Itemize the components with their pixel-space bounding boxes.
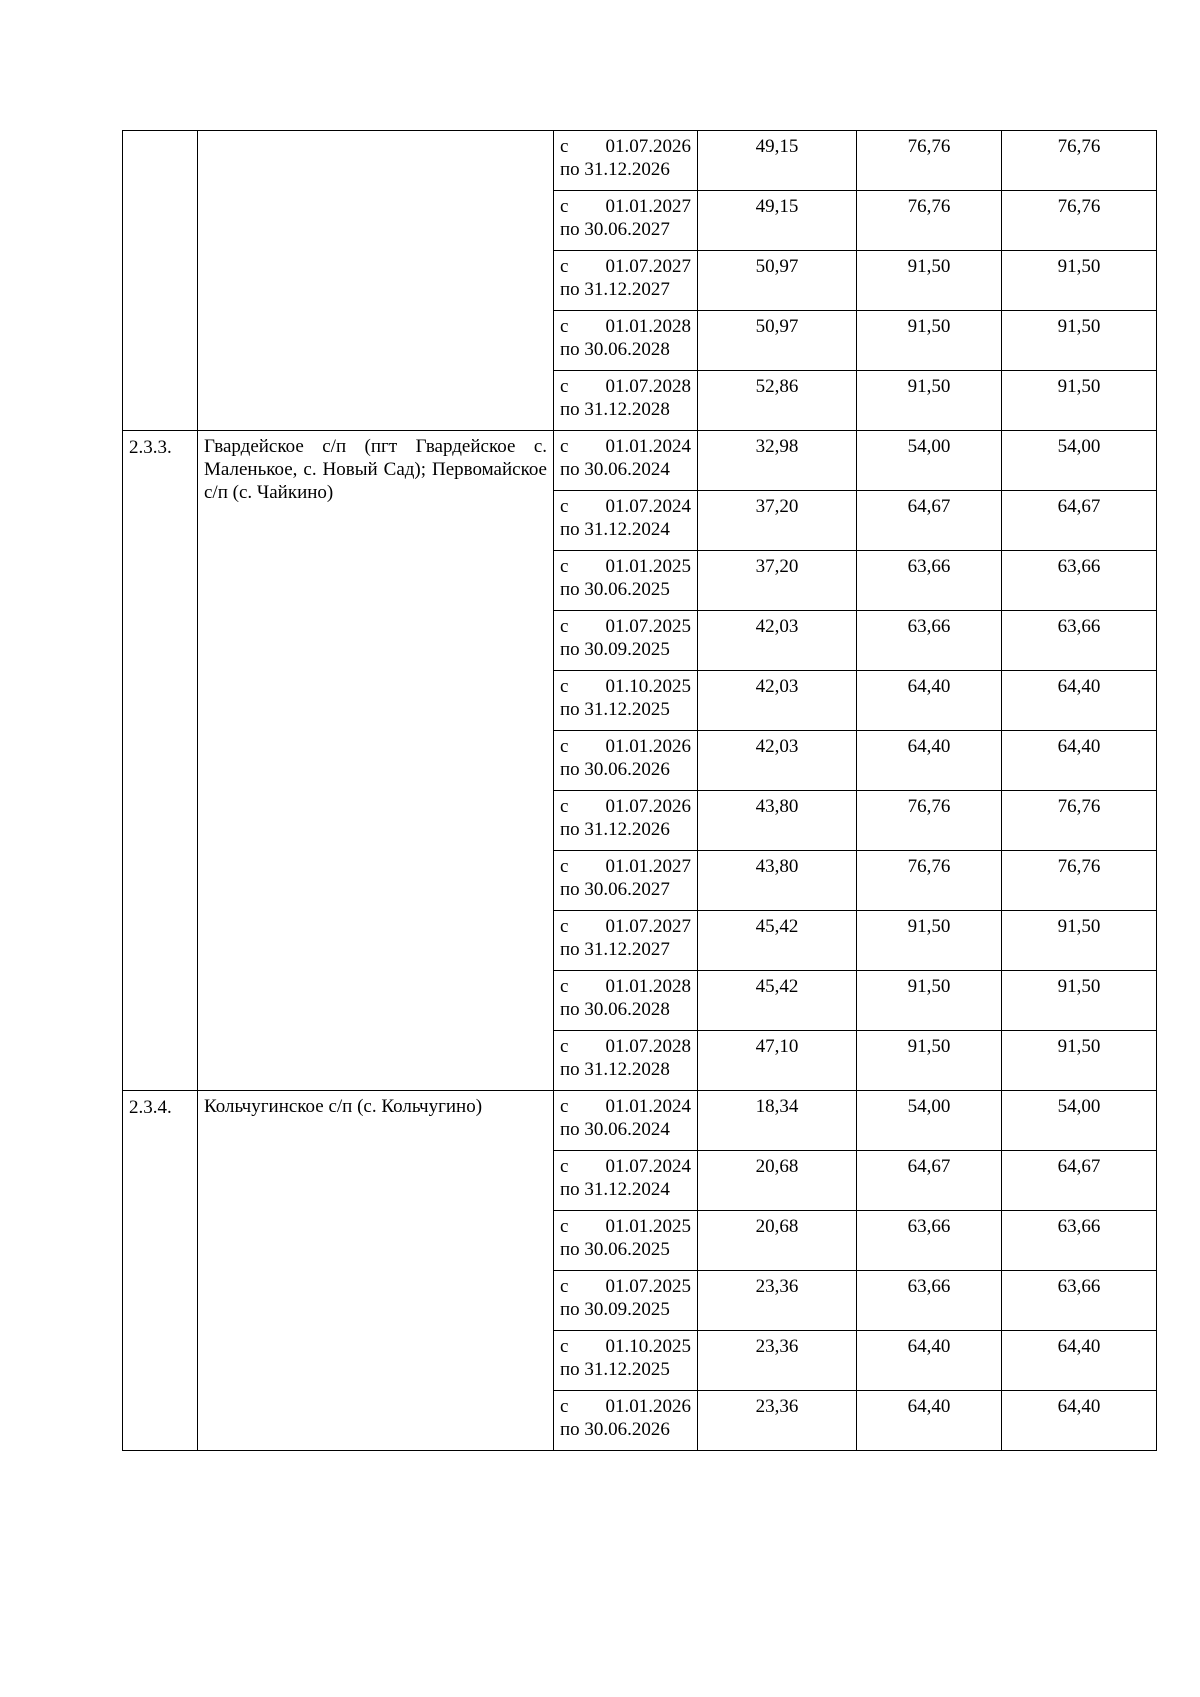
period-from-word: с [560, 1276, 569, 1297]
period-to: по 31.12.2026 [560, 819, 670, 840]
period-from-word: с [560, 136, 569, 157]
period-from-date: 01.01.2024 [605, 1096, 691, 1117]
period-cell [554, 611, 698, 671]
period-to: по 31.12.2025 [560, 1359, 670, 1380]
period-cell [554, 131, 698, 191]
period-from-date: 01.07.2027 [605, 916, 691, 937]
tariff-table [122, 130, 1157, 1451]
settlement-name-cell: Кольчугинское с/п (с. Кольчугино) [198, 1091, 554, 1451]
period-from [560, 1335, 691, 1358]
period-from-word: с [560, 556, 569, 577]
period-cell [554, 1091, 698, 1151]
tariff-value-1: 49,15 [698, 131, 857, 191]
tariff-value-2: 64,67 [857, 1151, 1002, 1211]
period-from-date: 01.10.2025 [605, 676, 691, 697]
period-from-date: 01.01.2026 [605, 1396, 691, 1417]
period-from-word: с [560, 316, 569, 337]
period-to: по 30.06.2026 [560, 1419, 670, 1440]
row-code-cell: 2.3.3. [123, 431, 198, 1091]
tariff-value-1: 20,68 [698, 1211, 857, 1271]
period-from-word: с [560, 1396, 569, 1417]
period-to: по 31.12.2024 [560, 519, 670, 540]
tariff-value-2: 76,76 [857, 131, 1002, 191]
period-from-word: с [560, 376, 569, 397]
tariff-value-2: 76,76 [857, 191, 1002, 251]
period-cell [554, 731, 698, 791]
period-cell [554, 191, 698, 251]
period-from-date: 01.01.2025 [605, 1216, 691, 1237]
tariff-value-1: 50,97 [698, 251, 857, 311]
tariff-value-1: 45,42 [698, 971, 857, 1031]
table-row [123, 131, 1157, 191]
period-from [560, 795, 691, 818]
period-from-word: с [560, 736, 569, 757]
tariff-value-2: 63,66 [857, 1271, 1002, 1331]
period-to: по 31.12.2028 [560, 1059, 670, 1080]
tariff-value-2: 64,67 [857, 491, 1002, 551]
period-from-date: 01.07.2025 [605, 616, 691, 637]
period-from [560, 975, 691, 998]
period-from [560, 1095, 691, 1118]
tariff-value-1: 43,80 [698, 791, 857, 851]
tariff-value-1: 50,97 [698, 311, 857, 371]
tariff-value-3: 63,66 [1002, 1271, 1157, 1331]
period-cell [554, 251, 698, 311]
period-from [560, 1395, 691, 1418]
period-from-date: 01.07.2027 [605, 256, 691, 277]
period-from-word: с [560, 916, 569, 937]
period-from-date: 01.10.2025 [605, 1336, 691, 1357]
tariff-value-2: 54,00 [857, 431, 1002, 491]
table-row [123, 431, 1157, 491]
period-from-date: 01.07.2026 [605, 796, 691, 817]
tariff-value-3: 76,76 [1002, 851, 1157, 911]
period-from-word: с [560, 976, 569, 997]
tariff-value-3: 54,00 [1002, 431, 1157, 491]
period-from [560, 375, 691, 398]
tariff-value-1: 37,20 [698, 551, 857, 611]
period-from [560, 315, 691, 338]
tariff-value-3: 76,76 [1002, 131, 1157, 191]
tariff-value-3: 64,40 [1002, 1331, 1157, 1391]
tariff-value-1: 52,86 [698, 371, 857, 431]
row-code-cell: 2.3.4. [123, 1091, 198, 1451]
tariff-value-3: 64,40 [1002, 671, 1157, 731]
period-from-date: 01.07.2028 [605, 376, 691, 397]
tariff-value-3: 64,67 [1002, 1151, 1157, 1211]
tariff-value-2: 64,40 [857, 731, 1002, 791]
period-from-word: с [560, 1216, 569, 1237]
period-from-word: с [560, 196, 569, 217]
tariff-value-2: 91,50 [857, 911, 1002, 971]
period-cell [554, 791, 698, 851]
tariff-value-3: 91,50 [1002, 911, 1157, 971]
tariff-value-2: 91,50 [857, 371, 1002, 431]
period-from [560, 1215, 691, 1238]
period-from-date: 01.07.2026 [605, 136, 691, 157]
period-from [560, 135, 691, 158]
period-from-date: 01.07.2024 [605, 496, 691, 517]
tariff-value-3: 64,40 [1002, 731, 1157, 791]
tariff-value-1: 47,10 [698, 1031, 857, 1091]
tariff-value-3: 91,50 [1002, 1031, 1157, 1091]
tariff-value-3: 54,00 [1002, 1091, 1157, 1151]
period-from [560, 255, 691, 278]
period-cell [554, 431, 698, 491]
tariff-value-1: 18,34 [698, 1091, 857, 1151]
period-to: по 31.12.2027 [560, 279, 670, 300]
period-from [560, 615, 691, 638]
period-to: по 30.06.2025 [560, 1239, 670, 1260]
tariff-value-2: 91,50 [857, 971, 1002, 1031]
tariff-value-1: 42,03 [698, 611, 857, 671]
period-to: по 31.12.2025 [560, 699, 670, 720]
tariff-value-3: 91,50 [1002, 371, 1157, 431]
period-from-word: с [560, 676, 569, 697]
period-cell [554, 851, 698, 911]
tariff-value-1: 45,42 [698, 911, 857, 971]
tariff-value-3: 91,50 [1002, 311, 1157, 371]
tariff-value-2: 63,66 [857, 551, 1002, 611]
period-to: по 30.06.2027 [560, 879, 670, 900]
tariff-value-2: 64,40 [857, 1331, 1002, 1391]
tariff-value-2: 91,50 [857, 1031, 1002, 1091]
table-row [123, 1091, 1157, 1151]
period-to: по 31.12.2026 [560, 159, 670, 180]
tariff-value-3: 76,76 [1002, 791, 1157, 851]
settlement-name-cell [198, 131, 554, 431]
period-to: по 30.09.2025 [560, 1299, 670, 1320]
tariff-value-3: 64,67 [1002, 491, 1157, 551]
period-from-word: с [560, 1336, 569, 1357]
tariff-value-1: 37,20 [698, 491, 857, 551]
period-from-word: с [560, 1096, 569, 1117]
period-cell [554, 971, 698, 1031]
tariff-value-1: 23,36 [698, 1391, 857, 1451]
period-from-date: 01.01.2027 [605, 856, 691, 877]
period-to: по 30.06.2027 [560, 219, 670, 240]
period-from [560, 435, 691, 458]
tariff-value-3: 76,76 [1002, 191, 1157, 251]
row-code-cell [123, 131, 198, 431]
period-from-date: 01.07.2028 [605, 1036, 691, 1057]
tariff-value-1: 23,36 [698, 1271, 857, 1331]
tariff-value-3: 63,66 [1002, 1211, 1157, 1271]
period-to: по 30.06.2028 [560, 339, 670, 360]
period-from-word: с [560, 496, 569, 517]
tariff-value-1: 32,98 [698, 431, 857, 491]
tariff-value-3: 63,66 [1002, 551, 1157, 611]
period-to: по 31.12.2027 [560, 939, 670, 960]
period-from [560, 735, 691, 758]
tariff-value-2: 76,76 [857, 851, 1002, 911]
period-to: по 30.06.2026 [560, 759, 670, 780]
tariff-value-1: 42,03 [698, 671, 857, 731]
period-from [560, 1275, 691, 1298]
tariff-table-body [123, 131, 1157, 1451]
period-from-date: 01.01.2025 [605, 556, 691, 577]
period-cell [554, 1031, 698, 1091]
period-from-date: 01.01.2027 [605, 196, 691, 217]
tariff-value-2: 64,40 [857, 1391, 1002, 1451]
period-from [560, 495, 691, 518]
period-to: по 30.06.2028 [560, 999, 670, 1020]
tariff-value-1: 43,80 [698, 851, 857, 911]
period-from-word: с [560, 1036, 569, 1057]
period-from [560, 855, 691, 878]
period-cell [554, 551, 698, 611]
period-to: по 30.06.2025 [560, 579, 670, 600]
period-from [560, 1035, 691, 1058]
period-from [560, 195, 691, 218]
period-from-word: с [560, 796, 569, 817]
period-from-word: с [560, 616, 569, 637]
period-from-date: 01.07.2025 [605, 1276, 691, 1297]
settlement-name-cell: Гвардейское с/п (пгт Гвардейское с. Маленькое, с. Новый Сад); Первомайское с/п (с. Чайкино) [198, 431, 554, 1091]
period-from-word: с [560, 1156, 569, 1177]
period-to: по 30.06.2024 [560, 459, 670, 480]
tariff-value-3: 91,50 [1002, 971, 1157, 1031]
period-cell [554, 1331, 698, 1391]
tariff-value-2: 91,50 [857, 251, 1002, 311]
tariff-value-2: 91,50 [857, 311, 1002, 371]
period-cell [554, 1271, 698, 1331]
tariff-value-1: 42,03 [698, 731, 857, 791]
period-from-word: с [560, 856, 569, 877]
period-to: по 31.12.2024 [560, 1179, 670, 1200]
period-cell [554, 1211, 698, 1271]
period-to: по 31.12.2028 [560, 399, 670, 420]
period-cell [554, 491, 698, 551]
period-cell [554, 1151, 698, 1211]
tariff-value-1: 23,36 [698, 1331, 857, 1391]
period-to: по 30.09.2025 [560, 639, 670, 660]
period-from [560, 675, 691, 698]
tariff-value-2: 54,00 [857, 1091, 1002, 1151]
tariff-value-3: 91,50 [1002, 251, 1157, 311]
period-from [560, 1155, 691, 1178]
tariff-value-1: 49,15 [698, 191, 857, 251]
period-cell [554, 671, 698, 731]
period-to: по 30.06.2024 [560, 1119, 670, 1140]
tariff-value-3: 63,66 [1002, 611, 1157, 671]
period-from-date: 01.01.2028 [605, 316, 691, 337]
period-from-date: 01.01.2024 [605, 436, 691, 457]
period-cell [554, 911, 698, 971]
period-from-date: 01.01.2026 [605, 736, 691, 757]
period-from-word: с [560, 256, 569, 277]
period-from [560, 555, 691, 578]
tariff-value-2: 64,40 [857, 671, 1002, 731]
period-cell [554, 311, 698, 371]
period-cell [554, 1391, 698, 1451]
period-from-date: 01.07.2024 [605, 1156, 691, 1177]
tariff-value-2: 76,76 [857, 791, 1002, 851]
period-from-word: с [560, 436, 569, 457]
period-from-date: 01.01.2028 [605, 976, 691, 997]
tariff-value-2: 63,66 [857, 611, 1002, 671]
period-from [560, 915, 691, 938]
tariff-value-3: 64,40 [1002, 1391, 1157, 1451]
tariff-value-2: 63,66 [857, 1211, 1002, 1271]
tariff-value-1: 20,68 [698, 1151, 857, 1211]
period-cell [554, 371, 698, 431]
